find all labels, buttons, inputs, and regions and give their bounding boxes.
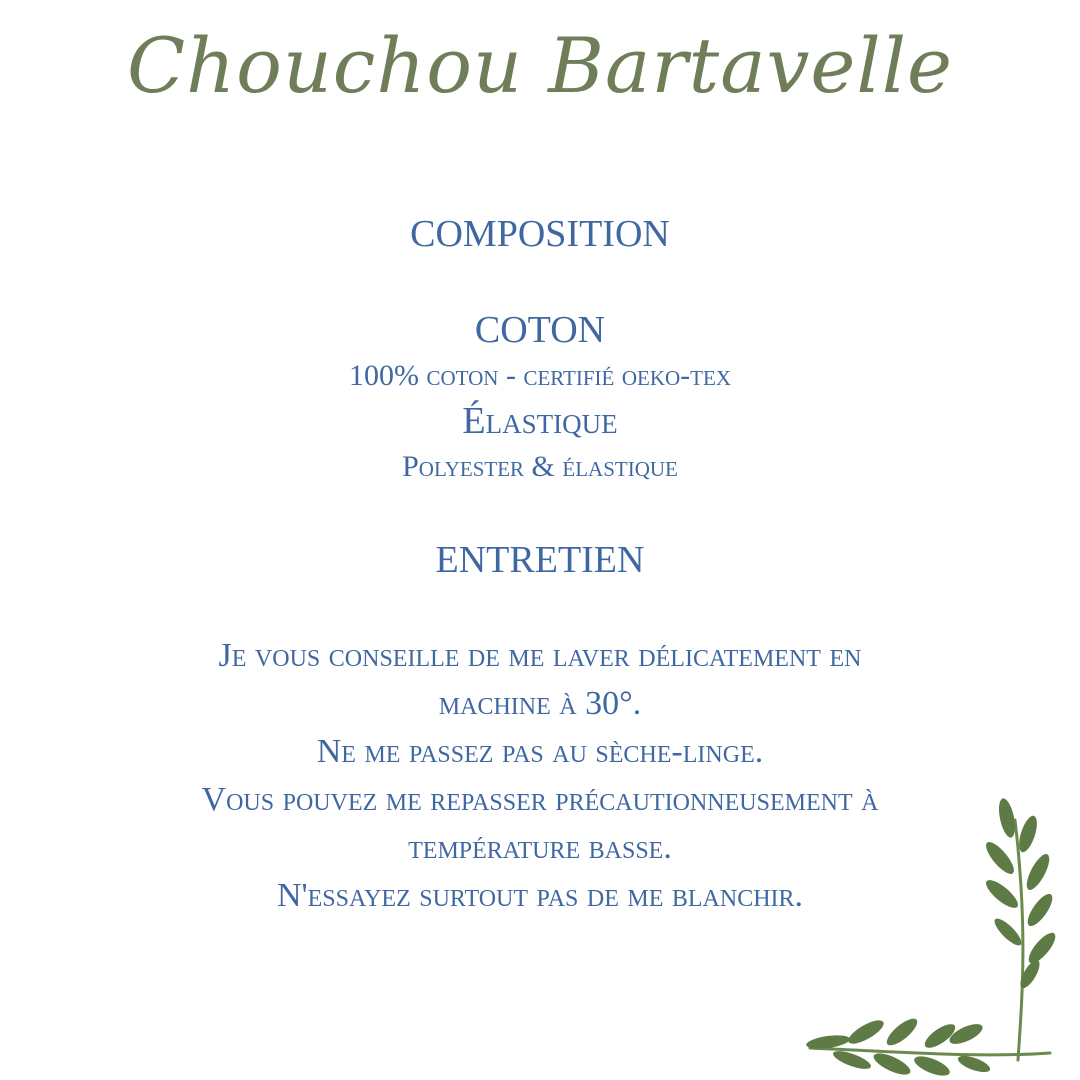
- material-coton-detail: 100% coton - certifié oeko-tex: [349, 359, 731, 392]
- care-line: Je vous conseille de me laver délicatement en: [218, 637, 862, 674]
- care-line: température basse.: [408, 829, 672, 866]
- material-coton-title: COTON: [474, 309, 606, 351]
- care-line: Ne me passez pas au sèche-linge.: [316, 733, 764, 770]
- composition-heading: COMPOSITION: [410, 213, 670, 255]
- care-line: machine à 30°.: [438, 685, 642, 722]
- care-line: N'essayez surtout pas de me blanchir.: [276, 877, 804, 914]
- material-elastique-detail: Polyester & élastique: [402, 450, 678, 483]
- olive-branch-icon: [760, 760, 1080, 1080]
- brand-title: Chouchou Bartavelle: [126, 21, 954, 110]
- care-heading: ENTRETIEN: [435, 539, 645, 581]
- material-elastique-title: Élastique: [462, 400, 618, 442]
- care-line: Vous pouvez me repasser précautionneusement à: [201, 781, 879, 818]
